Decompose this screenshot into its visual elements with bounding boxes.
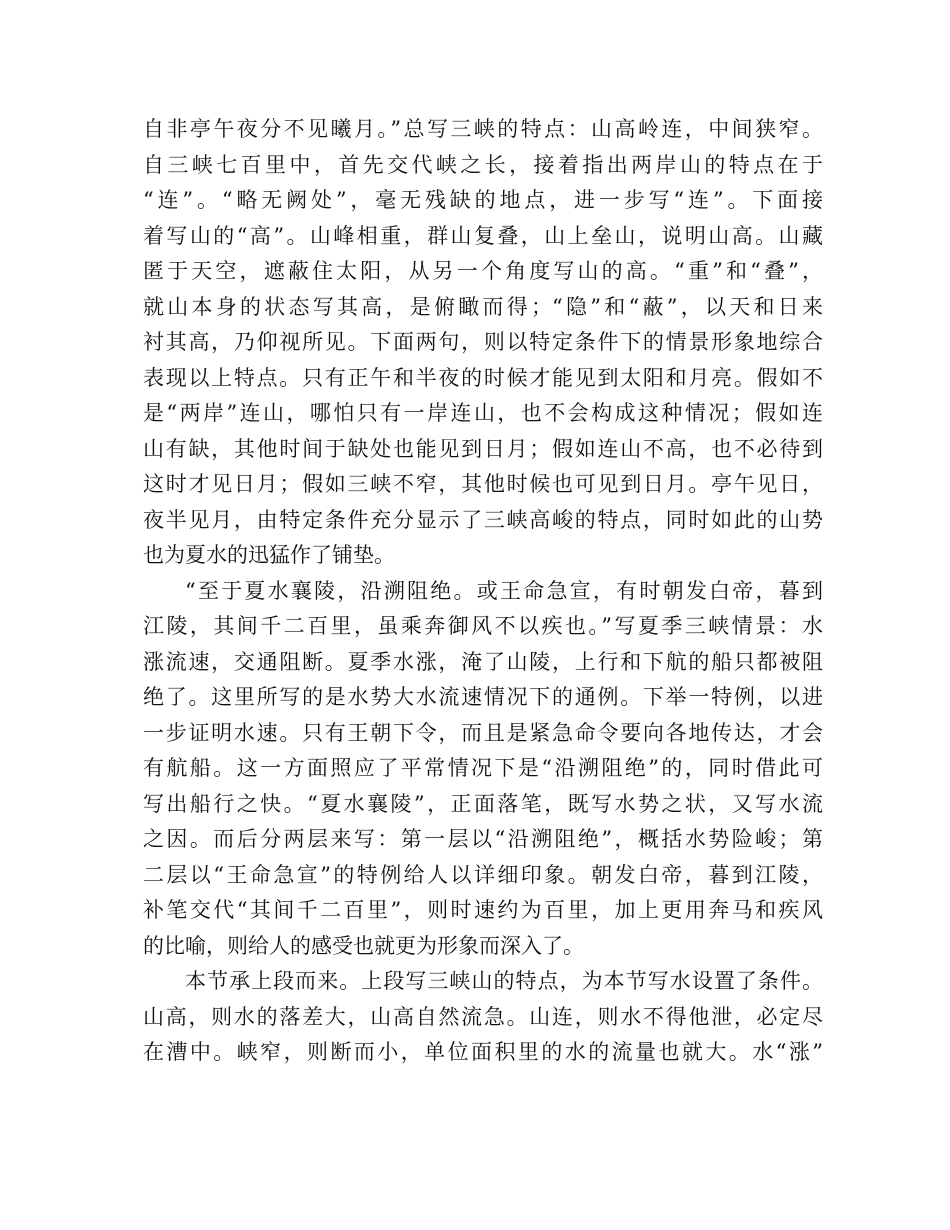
text-line <box>143 361 823 397</box>
paragraph-first-line <box>143 574 823 610</box>
text-line <box>143 325 823 361</box>
text-line <box>143 787 823 823</box>
text-line <box>143 716 823 752</box>
text-line-content: 表现以上特点。只有正午和半夜的时候才能见到太阳和月亮。假如不 <box>143 365 823 390</box>
text-line <box>143 645 823 681</box>
text-line-content: 涨流速，交通阻断。夏季水涨，淹了山陵，上行和下航的船只都被阻 <box>143 649 823 674</box>
text-line-content: 本节承上段而来。上段写三峡山的特点，为本节写水设置了条件。 <box>185 969 823 993</box>
text-line-content: 这时才见日月；假如三峡不窄，其他时候也可见到日月。亭午见日， <box>143 472 823 496</box>
text-line <box>143 822 823 858</box>
text-line-content: 自三峡七百里中，首先交代峡之长，接着指出两岸山的特点在于 <box>143 152 823 177</box>
text-line <box>143 893 823 929</box>
text-line-content: 有航船。这一方面照应了平常情况下是“沿溯阻绝”的，同时借此可 <box>143 756 823 780</box>
text-line-content: 绝了。这里所写的是水势大水流速情况下的通例。下举一特例，以进 <box>143 685 823 709</box>
text-line-content: 着写山的“高”。山峰相重，群山复叠，山上垒山，说明山高。山藏 <box>143 223 823 248</box>
text-line-content: 之因。而后分两层来写：第一层以“沿溯阻绝”，概括水势险峻；第 <box>143 827 823 851</box>
text-line <box>143 1000 823 1036</box>
text-line-content: 写出船行之快。“夏水襄陵”，正面落笔，既写水势之状，又写水流 <box>143 791 823 816</box>
text-line-content: 衬其高，乃仰视所见。下面两句，则以特定条件下的情景形象地综合 <box>143 330 823 354</box>
text-line <box>143 858 823 894</box>
text-line <box>143 254 823 290</box>
text-line <box>143 929 823 965</box>
text-line-content: 就山本身的状态写其高，是俯瞰而得；“隐”和“蔽”，以天和日来 <box>143 294 823 319</box>
text-line <box>143 609 823 645</box>
text-line <box>143 183 823 219</box>
text-line <box>143 538 823 574</box>
text-line-content: “连”。“略无阙处”，毫无残缺的地点，进一步写“连”。下面接 <box>143 188 823 212</box>
text-line <box>143 503 823 539</box>
text-line-content: 自非亭午夜分不见曦月。”总写三峡的特点：山高岭连，中间狭窄。 <box>143 117 823 141</box>
text-line-content: 是“两岸”连山，哪怕只有一岸连山，也不会构成这种情况；假如连 <box>143 401 823 425</box>
text-line-content: 山高，则水的落差大，山高自然流急。山连，则水不得他泄，必定尽 <box>143 1004 823 1029</box>
text-line-content: 的比喻，则给人的感受也就更为形象而深入了。 <box>143 933 584 958</box>
text-line <box>143 1035 823 1071</box>
text-line-content: 一步证明水速。只有王朝下令，而且是紧急命令要向各地传达，才会 <box>143 720 823 745</box>
text-line-content: 匿于天空，遮蔽住太阳，从另一个角度写山的高。“重”和“叠”， <box>143 259 823 283</box>
text-line-content: 江陵，其间千二百里，虽乘奔御风不以疾也。”写夏季三峡情景：水 <box>143 614 823 638</box>
text-line <box>143 467 823 503</box>
body-text <box>143 112 823 1071</box>
text-line-content: 夜半见月，由特定条件充分显示了三峡高峻的特点，同时如此的山势 <box>143 507 823 532</box>
text-line-content: “至于夏水襄陵，沿溯阻绝。或王命急宣，有时朝发白帝，暮到 <box>185 578 823 603</box>
text-line <box>143 396 823 432</box>
text-line-content: 补笔交代“其间千二百里”，则时速约为百里，加上更用奔马和疾风 <box>143 898 823 922</box>
text-line-content: 在漕中。峡窄，则断而小，单位面积里的水的流量也就大。水“涨” <box>143 1040 823 1064</box>
paragraph-first-line <box>143 964 823 1000</box>
text-line-content: 二层以“王命急宣”的特例给人以详细印象。朝发白帝，暮到江陵， <box>143 862 823 887</box>
text-line <box>143 751 823 787</box>
text-line-content: 山有缺，其他时间于缺处也能见到日月；假如连山不高，也不必待到 <box>143 436 823 461</box>
text-line <box>143 290 823 326</box>
text-line <box>143 148 823 184</box>
text-line <box>143 112 823 148</box>
text-line-content: 也为夏水的迅猛作了铺垫。 <box>143 543 395 567</box>
text-line <box>143 219 823 255</box>
text-line <box>143 680 823 716</box>
text-line <box>143 432 823 468</box>
